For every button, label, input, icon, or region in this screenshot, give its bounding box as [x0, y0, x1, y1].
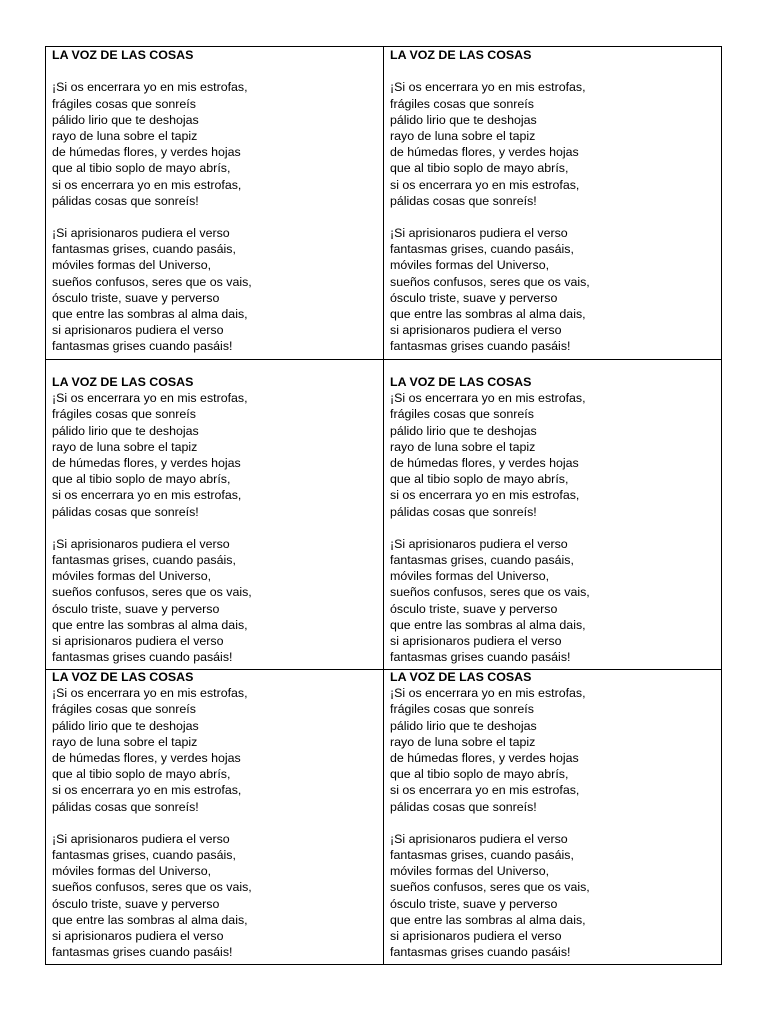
verse-line: que al tibio soplo de mayo abrís,: [52, 161, 231, 176]
verse-line: ósculo triste, suave y perverso: [390, 290, 558, 305]
verse-line: frágiles cosas que sonreís: [390, 96, 534, 111]
verse-line: ósculo triste, suave y perverso: [52, 601, 220, 616]
verse-line: pálido lirio que te deshojas: [390, 112, 537, 127]
verse-line: si os encerrara yo en mis estrofas,: [52, 177, 242, 192]
verse-line: fantasmas grises cuando pasáis!: [390, 650, 571, 665]
verse-line: que al tibio soplo de mayo abrís,: [52, 472, 231, 487]
verse-line: que entre las sombras al alma dais,: [390, 912, 586, 927]
poem-title: LA VOZ DE LAS COSAS: [52, 375, 194, 389]
verse-line: si aprisionaros pudiera el verso: [52, 929, 224, 944]
verse-line: frágiles cosas que sonreís: [52, 407, 196, 422]
verse-line: rayo de luna sobre el tapiz: [52, 128, 198, 143]
verse-line: ¡Si aprisionaros pudiera el verso: [390, 536, 568, 551]
verse-line: sueños confusos, seres que os vais,: [390, 585, 590, 600]
verse-line: de húmedas flores, y verdes hojas: [390, 145, 579, 160]
verse-line: pálido lirio que te deshojas: [52, 718, 199, 733]
poem-title: LA VOZ DE LAS COSAS: [390, 48, 532, 62]
poem-card: [52, 669, 382, 960]
verse-line: móviles formas del Universo,: [52, 864, 212, 879]
verse-line: frágiles cosas que sonreís: [52, 96, 196, 111]
verse-line: de húmedas flores, y verdes hojas: [52, 145, 241, 160]
verse-line: ¡Si aprisionaros pudiera el verso: [52, 831, 230, 846]
verse-line: fantasmas grises cuando pasáis!: [52, 945, 233, 960]
verse-line: frágiles cosas que sonreís: [390, 407, 534, 422]
verse-line: pálidas cosas que sonreís!: [52, 799, 199, 814]
verse-line: ósculo triste, suave y perverso: [390, 601, 558, 616]
verse-line: frágiles cosas que sonreís: [52, 702, 196, 717]
verse-line: de húmedas flores, y verdes hojas: [52, 750, 241, 765]
verse-line: móviles formas del Universo,: [52, 569, 212, 584]
poem-card: [390, 669, 720, 960]
verse-line: sueños confusos, seres que os vais,: [52, 274, 252, 289]
poem-card: [390, 47, 720, 355]
verse-line: que entre las sombras al alma dais,: [52, 912, 248, 927]
verse-line: fantasmas grises, cuando pasáis,: [390, 242, 574, 257]
verse-line: si aprisionaros pudiera el verso: [390, 323, 562, 338]
verse-line: móviles formas del Universo,: [390, 864, 550, 879]
verse-line: si aprisionaros pudiera el verso: [390, 929, 562, 944]
verse-line: ¡Si os encerrara yo en mis estrofas,: [390, 686, 586, 701]
verse-line: si os encerrara yo en mis estrofas,: [390, 177, 580, 192]
poem-card: [52, 374, 382, 665]
verse-line: fantasmas grises cuando pasáis!: [390, 945, 571, 960]
column-divider: [383, 47, 384, 964]
verse-line: ¡Si os encerrara yo en mis estrofas,: [52, 80, 248, 95]
verse-line: fantasmas grises, cuando pasáis,: [390, 848, 574, 863]
poem-card: [52, 47, 382, 355]
verse-line: fantasmas grises, cuando pasáis,: [52, 848, 236, 863]
poem-title: LA VOZ DE LAS COSAS: [52, 48, 194, 62]
verse-line: rayo de luna sobre el tapiz: [390, 128, 536, 143]
poem-title: LA VOZ DE LAS COSAS: [52, 670, 194, 684]
verse-line: pálidas cosas que sonreís!: [390, 799, 537, 814]
verse-line: si os encerrara yo en mis estrofas,: [52, 488, 242, 503]
verse-line: rayo de luna sobre el tapiz: [52, 734, 198, 749]
verse-line: de húmedas flores, y verdes hojas: [52, 455, 241, 470]
verse-line: de húmedas flores, y verdes hojas: [390, 750, 579, 765]
verse-line: fantasmas grises, cuando pasáis,: [52, 242, 236, 257]
verse-line: de húmedas flores, y verdes hojas: [390, 455, 579, 470]
verse-line: sueños confusos, seres que os vais,: [390, 274, 590, 289]
verse-line: si aprisionaros pudiera el verso: [390, 634, 562, 649]
verse-line: pálidas cosas que sonreís!: [52, 504, 199, 519]
poem-card: [390, 374, 720, 665]
verse-line: sueños confusos, seres que os vais,: [52, 880, 252, 895]
verse-line: fantasmas grises cuando pasáis!: [390, 339, 571, 354]
verse-line: que entre las sombras al alma dais,: [52, 617, 248, 632]
verse-line: ¡Si aprisionaros pudiera el verso: [52, 536, 230, 551]
verse-line: si os encerrara yo en mis estrofas,: [390, 488, 580, 503]
verse-line: móviles formas del Universo,: [390, 569, 550, 584]
verse-line: fantasmas grises, cuando pasáis,: [52, 553, 236, 568]
verse-line: pálidas cosas que sonreís!: [52, 193, 199, 208]
verse-line: rayo de luna sobre el tapiz: [390, 439, 536, 454]
verse-line: fantasmas grises cuando pasáis!: [52, 339, 233, 354]
verse-line: ósculo triste, suave y perverso: [390, 896, 558, 911]
verse-line: que entre las sombras al alma dais,: [52, 307, 248, 322]
verse-line: que al tibio soplo de mayo abrís,: [390, 161, 569, 176]
verse-line: pálido lirio que te deshojas: [390, 423, 537, 438]
verse-line: móviles formas del Universo,: [52, 258, 212, 273]
verse-line: sueños confusos, seres que os vais,: [390, 880, 590, 895]
verse-line: ósculo triste, suave y perverso: [52, 896, 220, 911]
verse-line: si os encerrara yo en mis estrofas,: [52, 783, 242, 798]
verse-line: que entre las sombras al alma dais,: [390, 307, 586, 322]
poem-title: LA VOZ DE LAS COSAS: [390, 670, 532, 684]
verse-line: que al tibio soplo de mayo abrís,: [390, 767, 569, 782]
verse-line: rayo de luna sobre el tapiz: [390, 734, 536, 749]
verse-line: ósculo triste, suave y perverso: [52, 290, 220, 305]
verse-line: ¡Si os encerrara yo en mis estrofas,: [390, 80, 586, 95]
verse-line: ¡Si aprisionaros pudiera el verso: [390, 831, 568, 846]
verse-line: rayo de luna sobre el tapiz: [52, 439, 198, 454]
verse-line: fantasmas grises cuando pasáis!: [52, 650, 233, 665]
verse-line: ¡Si os encerrara yo en mis estrofas,: [52, 686, 248, 701]
verse-line: que entre las sombras al alma dais,: [390, 617, 586, 632]
verse-line: ¡Si os encerrara yo en mis estrofas,: [52, 391, 248, 406]
verse-line: pálidas cosas que sonreís!: [390, 193, 537, 208]
verse-line: fantasmas grises, cuando pasáis,: [390, 553, 574, 568]
verse-line: pálido lirio que te deshojas: [52, 112, 199, 127]
row-divider-1: [46, 359, 721, 360]
verse-line: ¡Si aprisionaros pudiera el verso: [390, 226, 568, 241]
verse-line: frágiles cosas que sonreís: [390, 702, 534, 717]
verse-line: ¡Si os encerrara yo en mis estrofas,: [390, 391, 586, 406]
verse-line: pálidas cosas que sonreís!: [390, 504, 537, 519]
verse-line: que al tibio soplo de mayo abrís,: [52, 767, 231, 782]
verse-line: si aprisionaros pudiera el verso: [52, 323, 224, 338]
verse-line: si os encerrara yo en mis estrofas,: [390, 783, 580, 798]
verse-line: pálido lirio que te deshojas: [390, 718, 537, 733]
verse-line: si aprisionaros pudiera el verso: [52, 634, 224, 649]
verse-line: ¡Si aprisionaros pudiera el verso: [52, 226, 230, 241]
poem-title: LA VOZ DE LAS COSAS: [390, 375, 532, 389]
verse-line: pálido lirio que te deshojas: [52, 423, 199, 438]
verse-line: sueños confusos, seres que os vais,: [52, 585, 252, 600]
verse-line: que al tibio soplo de mayo abrís,: [390, 472, 569, 487]
verse-line: móviles formas del Universo,: [390, 258, 550, 273]
